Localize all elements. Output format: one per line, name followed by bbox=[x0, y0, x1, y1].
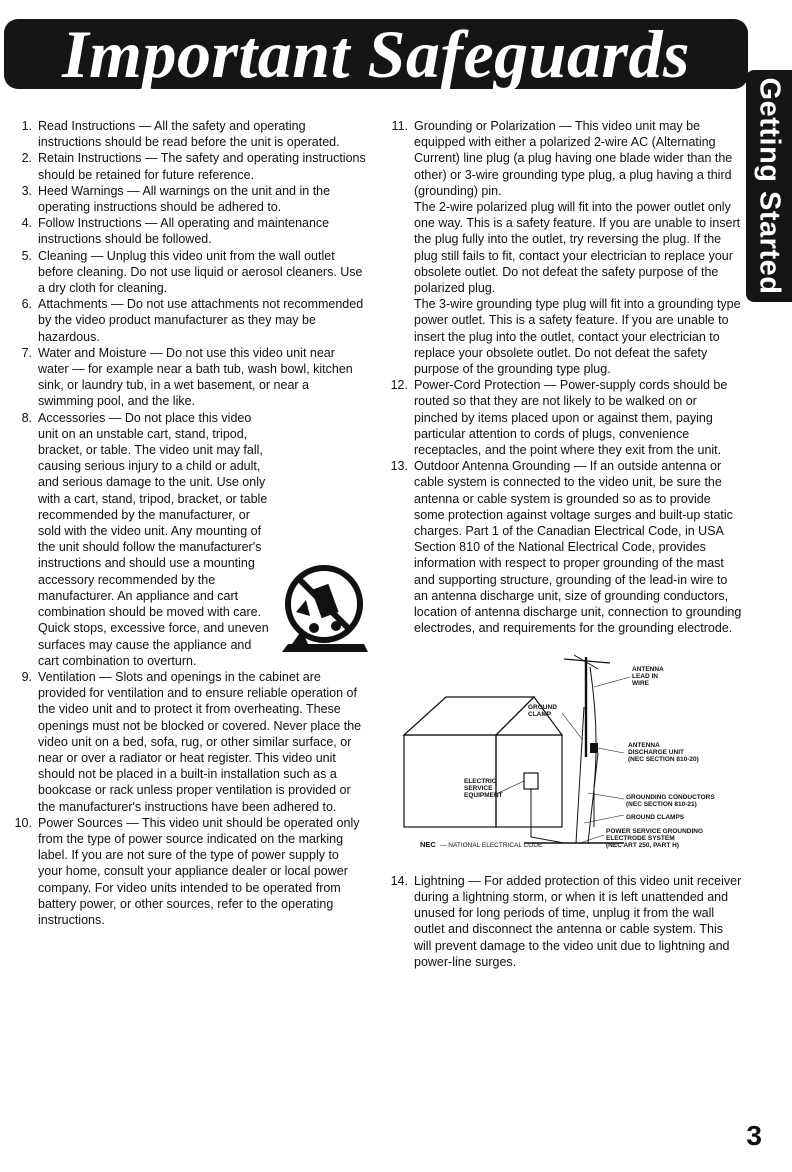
item-number: 9. bbox=[21, 669, 32, 684]
item-text: Retain Instructions — The safety and operating instructions should be retained for future reference. bbox=[38, 151, 366, 182]
list-item bbox=[8, 669, 366, 815]
label-discharge-unit: (NEC SECTION 810-20) bbox=[628, 755, 699, 763]
label-discharge-unit: ANTENNA bbox=[628, 741, 660, 749]
item-text: Accessories — Do not place this video unit on an unstable cart, stand, tripod, bracket, or table. The video unit may fall, causing serious injury to a child or adult, and serious damage to the unit. Use only with a cart, stand, tripod, bracket, or table recommended by the manufacturer, or sold with the video unit. Any mounting of the unit should follow the manufacturer's instructions and should use a mounting accessory recommended by the manufacturer. An appliance and cart combination should be moved with care. Quick stops, excessive force, and uneven surfaces may cause the appliance and cart combination to overturn. bbox=[38, 410, 269, 668]
discharge-unit bbox=[590, 743, 598, 753]
item-paragraph: The 3-wire grounding type plug will fit into a grounding type power outlet. This is a safety feature. If you are unable to insert the plug into the outlet, contact your electrician to replace your obsolete outlet. Do not defeat the safety purpose of the grounding type plug. bbox=[414, 297, 741, 377]
label-electrode-system: ELECTRODE SYSTEM bbox=[606, 834, 675, 842]
page-title-banner: Important Safeguards bbox=[4, 19, 748, 89]
item-number: 7. bbox=[21, 345, 32, 360]
item-number: 11. bbox=[391, 119, 408, 133]
item-text: Lightning — For added protection of this video unit receiver during a lightning storm, or when it is left unattended and unused for long periods of time, unplug it from the wall outlet and disconnect the antenna or cable system. This will prevent damage to the video unit due to lightning and power-line surges. bbox=[414, 873, 742, 969]
leader-line bbox=[580, 835, 604, 843]
right-column bbox=[384, 118, 742, 970]
item-text: Outdoor Antenna Grounding — If an outside antenna or cable system is connected to the video unit, be sure the antenna or cable system is grounded so as to provide some protection against voltage surges and built-up static charges. Part 1 of the Canadian Electrical Code, in USA Section 810 of the National Electrical Code, provides information with respect to proper grounding of the mast and supporting structure, grounding of the lead-in wire to an antenna discharge unit, size of grounding conductors, location of antenna discharge unit, connection to grounding electrodes, and requirements for the grounding electrode. bbox=[414, 459, 742, 636]
grounding-conductor bbox=[588, 753, 598, 843]
item-text: Water and Moisture — Do not use this video unit near water — for example near a bath tub, wash bowl, kitchen sink, or laundry tub, in a wet basement, or near a swimming pool, and the like. bbox=[38, 345, 353, 409]
label-antenna-lead: ANTENNA bbox=[632, 665, 664, 673]
item-number: 13. bbox=[390, 459, 408, 474]
item-number: 8. bbox=[21, 410, 32, 425]
item-text: Cleaning — Unplug this video unit from the wall outlet before cleaning. Do not use liquid or aerosol cleaners. Use a dry cloth for cleaning. bbox=[38, 248, 363, 296]
label-ground-clamps: GROUND CLAMPS bbox=[626, 813, 685, 821]
label-ground-clamp: CLAMP bbox=[528, 710, 552, 718]
item-paragraph: Grounding or Polarization — This video unit may be equipped with either a polarized 2-wire AC (Alternating Current) line plug (a plug having one blade wider than the other) or 3-wire grounding type plug, a plug having a third (grounding) pin. bbox=[414, 119, 733, 198]
item-text: Attachments — Do not use attachments not recommended by the video product manufacturer as they may be hazardous. bbox=[38, 297, 364, 344]
label-electric-service: EQUIPMENT bbox=[464, 791, 503, 799]
item-paragraph: The 2-wire polarized plug will fit into the power outlet only one way. This is a safety feature. If you are unable to insert the plug fully into the outlet, try reversing the plug. If the plug still fails to fit, contact your electrician to replace your obsolete outlet. Do not defeat the safety purpose of the polarized plug. bbox=[414, 200, 741, 296]
list-item bbox=[384, 873, 742, 970]
item-text: Heed Warnings — All warnings on the unit and in the operating instructions should be adhered to. bbox=[38, 183, 331, 215]
leader-line bbox=[584, 815, 624, 823]
page-number: 3 bbox=[746, 1120, 762, 1151]
label-electrode-system: (NEC ART 250, PART H) bbox=[606, 841, 679, 849]
item-text: Read Instructions — All the safety and operating instructions should be read before the unit is operated. bbox=[38, 119, 340, 150]
cart-warning-icon bbox=[278, 560, 372, 656]
list-item bbox=[8, 296, 366, 345]
item-number: 14. bbox=[390, 873, 408, 888]
list-item bbox=[8, 183, 366, 215]
label-discharge-unit: DISCHARGE UNIT bbox=[628, 748, 684, 756]
list-item bbox=[8, 215, 366, 247]
antenna-grounding-diagram bbox=[384, 647, 742, 859]
list-item bbox=[384, 118, 742, 377]
item-text: Power Sources — This video unit should be operated only from the type of power source indicated on the marking label. If you are not sure of the type of power supply to your home, consult your appliance dealer or local power company. For video units intended to be operated from battery power, or other sources, refer to the operating instructions. bbox=[38, 815, 360, 927]
label-ground-clamp: GROUND bbox=[528, 703, 557, 711]
item-number: 1. bbox=[21, 119, 32, 133]
service-equipment bbox=[524, 773, 538, 789]
label-antenna-lead: LEAD IN bbox=[632, 672, 658, 680]
list-item bbox=[8, 815, 366, 928]
label-nec-full: — NATIONAL ELECTRICAL CODE bbox=[440, 841, 543, 849]
label-electric-service: SERVICE bbox=[464, 784, 493, 792]
item-number: 2. bbox=[21, 151, 32, 166]
label-electrode-system: POWER SERVICE GROUNDING bbox=[606, 827, 704, 835]
label-electric-service: ELECTRIC bbox=[464, 777, 497, 785]
list-item bbox=[8, 345, 366, 410]
leader-line bbox=[598, 748, 624, 753]
leader-line bbox=[594, 677, 630, 687]
item-number: 6. bbox=[21, 297, 32, 312]
item-text: Ventilation — Slots and openings in the cabinet are provided for ventilation and to ensure reliable operation of the video unit and to protect it from overheating. These openings must not be blocked or covered. Never place the video unit on a bed, sofa, rug, or other similar surface, or near or over a radiator or heat register. This video unit should not be placed in a built-in installation such as a bookcase or rack unless proper ventilation is provided or the manufacturer's instructions have been adhered to. bbox=[38, 669, 362, 814]
service-ground-wire bbox=[531, 789, 564, 843]
label-grounding-conductors: (NEC SECTION 810-21) bbox=[626, 800, 697, 808]
label-nec-abbr: NEC bbox=[420, 839, 436, 849]
item-number: 4. bbox=[21, 216, 32, 231]
item-number: 12. bbox=[390, 378, 408, 393]
list-item bbox=[8, 150, 366, 182]
label-antenna-lead: WIRE bbox=[632, 679, 649, 687]
label-grounding-conductors: GROUNDING CONDUCTORS bbox=[626, 793, 715, 801]
list-item bbox=[8, 118, 366, 150]
list-item bbox=[384, 458, 742, 636]
item-text: Follow Instructions — All operating and maintenance instructions should be followed. bbox=[38, 216, 330, 247]
left-column bbox=[8, 118, 366, 928]
item-text: Power-Cord Protection — Power-supply cords should be routed so that they are not likely to be walked on or pinched by items placed upon or against them, paying particular attention to cords of plugs, convenience receptacles, and the point where they exit from the unit. bbox=[414, 378, 728, 458]
house-side-wall bbox=[496, 735, 562, 827]
list-item bbox=[8, 248, 366, 297]
item-number: 3. bbox=[21, 183, 32, 198]
item-number: 5. bbox=[21, 248, 32, 263]
leader-line bbox=[562, 713, 582, 739]
grounding-conductor bbox=[576, 707, 584, 843]
item-number: 10. bbox=[14, 815, 32, 830]
list-item bbox=[8, 410, 366, 669]
section-tab bbox=[746, 70, 792, 302]
section-tab-label: Getting Started bbox=[753, 77, 786, 295]
list-item bbox=[384, 377, 742, 458]
